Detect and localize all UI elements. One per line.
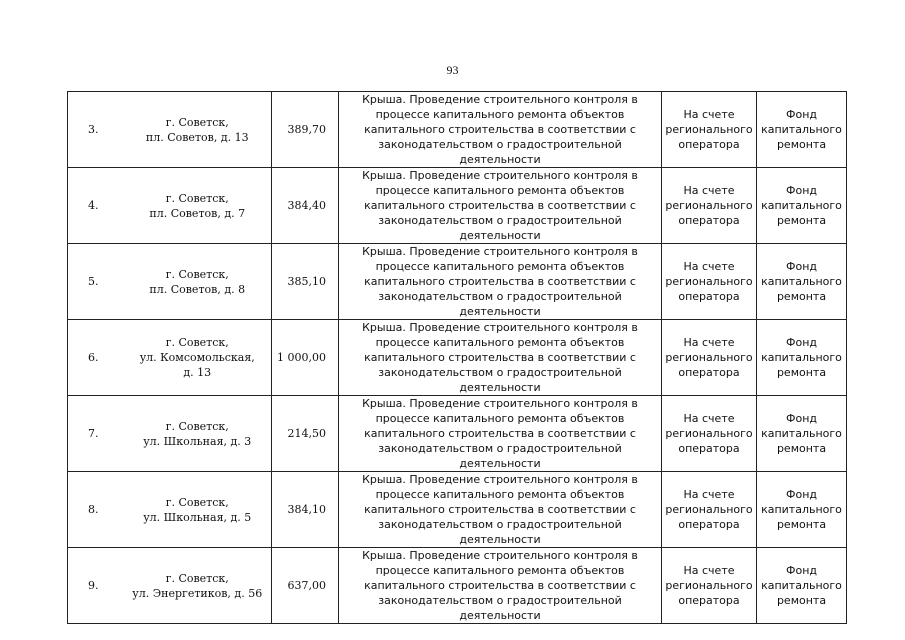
row-number: 7. — [68, 396, 124, 472]
table-row — [68, 168, 847, 244]
row-account: На счете регионального оператора — [662, 548, 757, 624]
page-number: 93 — [446, 63, 459, 77]
address-line: г. Советск, — [165, 419, 229, 433]
table-row — [68, 92, 847, 168]
row-number: 8. — [68, 472, 124, 548]
row-fund: Фонд капитального ремонта — [757, 92, 847, 168]
row-work-description: Крыша. Проведение строительного контроля в процессе капитального ремонта объектов капитального строительства в соответствии с законодательством о градостроительной деятельности — [339, 92, 662, 168]
row-number: 9. — [68, 548, 124, 624]
address-line: г. Советск, — [165, 267, 229, 281]
row-fund: Фонд капитального ремонта — [757, 548, 847, 624]
row-account: На счете регионального оператора — [662, 168, 757, 244]
row-address — [124, 320, 272, 396]
row-area: 637,00 — [272, 548, 339, 624]
row-work-description: Крыша. Проведение строительного контроля в процессе капитального ремонта объектов капитального строительства в соответствии с законодательством о градостроительной деятельности — [339, 168, 662, 244]
row-address — [124, 548, 272, 624]
address-line: г. Советск, — [165, 191, 229, 205]
row-fund: Фонд капитального ремонта — [757, 244, 847, 320]
address-line: пл. Советов, д. 8 — [149, 282, 246, 296]
row-area: 389,70 — [272, 92, 339, 168]
row-address — [124, 92, 272, 168]
row-address — [124, 168, 272, 244]
row-account: На счете регионального оператора — [662, 92, 757, 168]
table-row — [68, 472, 847, 548]
row-address — [124, 472, 272, 548]
row-number: 6. — [68, 320, 124, 396]
address-line: д. 13 — [183, 366, 212, 379]
address-line: пл. Советов, д. 13 — [145, 130, 249, 144]
row-fund: Фонд капитального ремонта — [757, 396, 847, 472]
row-area: 1 000,00 — [272, 320, 339, 396]
row-area: 384,40 — [272, 168, 339, 244]
row-number: 3. — [68, 92, 124, 168]
row-area: 214,50 — [272, 396, 339, 472]
row-number: 4. — [68, 168, 124, 244]
row-account: На счете регионального оператора — [662, 472, 757, 548]
row-account: На счете регионального оператора — [662, 244, 757, 320]
row-address — [124, 396, 272, 472]
address-line: ул. Школьная, д. 3 — [143, 434, 252, 448]
row-work-description: Крыша. Проведение строительного контроля в процессе капитального ремонта объектов капитального строительства в соответствии с законодательством о градостроительной деятельности — [339, 244, 662, 320]
table-row — [68, 244, 847, 320]
address-line: г. Советск, — [165, 571, 229, 585]
address-line: г. Советск, — [165, 336, 229, 349]
table-row — [68, 548, 847, 624]
row-work-description: Крыша. Проведение строительного контроля в процессе капитального ремонта объектов капитального строительства в соответствии с законодательством о градостроительной деятельности — [339, 548, 662, 624]
row-fund: Фонд капитального ремонта — [757, 168, 847, 244]
row-area: 384,10 — [272, 472, 339, 548]
address-line: ул. Энергетиков, д. 56 — [132, 586, 263, 600]
row-number: 5. — [68, 244, 124, 320]
row-account: На счете регионального оператора — [662, 396, 757, 472]
row-account: На счете регионального оператора — [662, 320, 757, 396]
address-line: г. Советск, — [165, 495, 229, 509]
address-line: ул. Школьная, д. 5 — [143, 510, 252, 524]
row-work-description: Крыша. Проведение строительного контроля в процессе капитального ремонта объектов капитального строительства в соответствии с законодательством о градостроительной деятельности — [339, 396, 662, 472]
address-line: г. Советск, — [165, 115, 229, 129]
table-body — [68, 92, 847, 624]
table-row — [68, 396, 847, 472]
row-work-description: Крыша. Проведение строительного контроля в процессе капитального ремонта объектов капитального строительства в соответствии с законодательством о градостроительной деятельности — [339, 472, 662, 548]
address-line: пл. Советов, д. 7 — [149, 206, 246, 220]
row-fund: Фонд капитального ремонта — [757, 320, 847, 396]
row-work-description: Крыша. Проведение строительного контроля в процессе капитального ремонта объектов капитального строительства в соответствии с законодательством о градостроительной деятельности — [339, 320, 662, 396]
row-address — [124, 244, 272, 320]
capital-repair-table — [67, 91, 847, 624]
address-line: ул. Комсомольская, — [139, 351, 255, 364]
row-fund: Фонд капитального ремонта — [757, 472, 847, 548]
row-area: 385,10 — [272, 244, 339, 320]
table-row — [68, 320, 847, 396]
